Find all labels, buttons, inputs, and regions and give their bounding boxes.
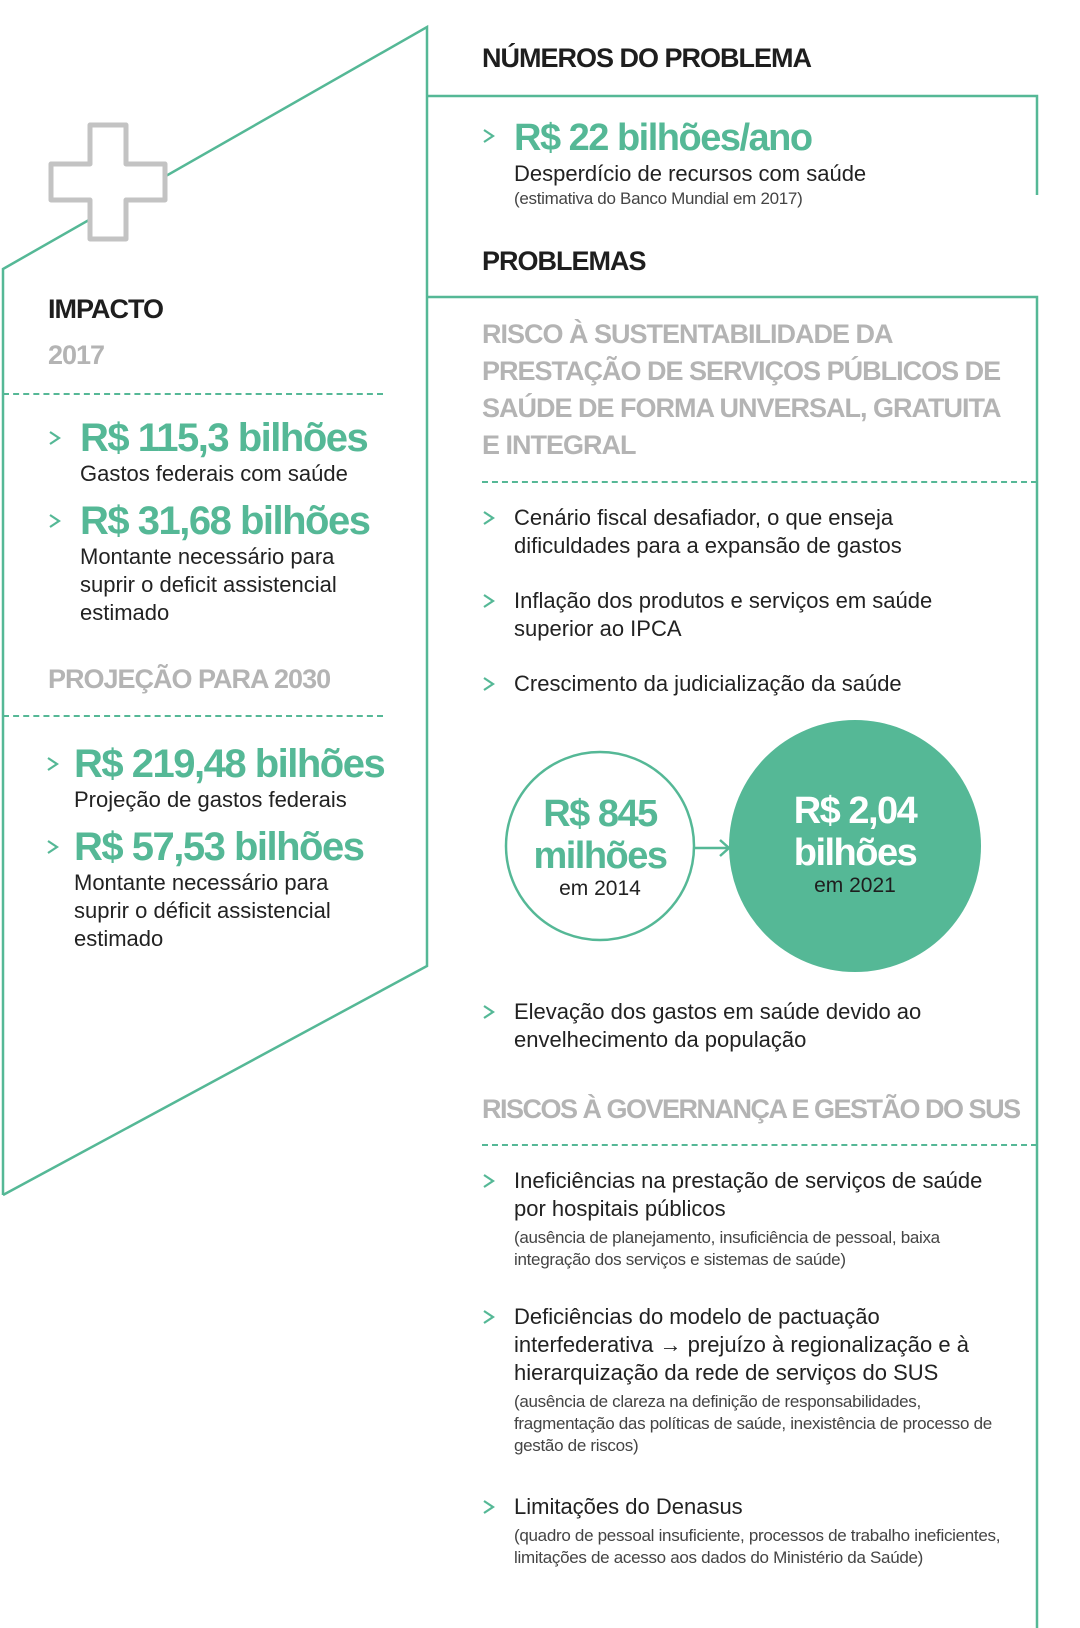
risk1-item-judicialization bbox=[514, 670, 984, 698]
numbers-title: NÚMEROS DO PROBLEMA bbox=[482, 43, 812, 73]
desc-waste: Desperdício de recursos com saúde bbox=[514, 161, 867, 186]
circle-2021-value-line2: bilhões bbox=[793, 832, 917, 874]
numbers-item bbox=[514, 116, 1024, 210]
triangle-bullet-icon bbox=[482, 1499, 496, 1515]
note-inefficiencies: (ausência de planejamento, insuficiência de pessoal, baixa integração dos serviços e sistemas de saúde) bbox=[514, 1228, 940, 1269]
triangle-bullet-icon bbox=[48, 430, 62, 446]
divider-2030 bbox=[3, 715, 383, 717]
text-aging: Elevação dos gastos em saúde devido ao envelhecimento da população bbox=[514, 999, 922, 1052]
note-pactuation: (ausência de clareza na definição de responsabilidades, fragmentação das políticas de saúde, inexistência de processo de gestão de riscos) bbox=[514, 1392, 992, 1455]
divider-2017 bbox=[3, 393, 383, 395]
text-fiscal: Cenário fiscal desafiador, o que enseja dificuldades para a expansão de gastos bbox=[514, 505, 902, 558]
value-waste: R$ 22 bilhões/ano bbox=[514, 117, 812, 159]
circle-2014-year: em 2014 bbox=[559, 877, 641, 900]
divider-risk1 bbox=[482, 481, 1037, 483]
projection-item-federal-spending bbox=[74, 742, 384, 814]
desc-federal-spending: Gastos federais com saúde bbox=[80, 461, 348, 486]
triangle-bullet-icon bbox=[482, 1309, 496, 1325]
impact-item-deficit bbox=[80, 499, 380, 627]
circle-2014-value-line2: milhões bbox=[533, 835, 667, 877]
desc-projection-spending: Projeção de gastos federais bbox=[74, 787, 347, 812]
text-inflation: Inflação dos produtos e serviços em saúde superior ao IPCA bbox=[514, 588, 933, 641]
triangle-bullet-icon bbox=[48, 513, 62, 529]
desc-deficit: Montante necessário para suprir o deficit assistencial estimado bbox=[80, 544, 337, 625]
value-deficit: R$ 31,68 bilhões bbox=[80, 499, 370, 543]
risk1-item-fiscal bbox=[514, 504, 964, 560]
circle-2021-value-line1: R$ 2,04 bbox=[793, 790, 917, 832]
note-denasus: (quadro de pessoal insuficiente, processos de trabalho ineficientes, limitações de acesso aos dados do Ministério da Saúde) bbox=[514, 1526, 1001, 1567]
triangle-bullet-icon bbox=[482, 1173, 496, 1189]
desc-projection-deficit: Montante necessário para suprir o déficit assistencial estimado bbox=[74, 870, 331, 951]
risk2-item-denasus bbox=[514, 1493, 1004, 1569]
risk1-item-aging bbox=[514, 998, 974, 1054]
text-inefficiencies: Ineficiências na prestação de serviços de saúde por hospitais públicos bbox=[514, 1168, 983, 1221]
text-denasus: Limitações do Denasus bbox=[514, 1494, 743, 1519]
value-projection-spending: R$ 219,48 bilhões bbox=[74, 742, 385, 786]
right-arrow-icon bbox=[695, 840, 730, 856]
medical-cross-icon bbox=[46, 122, 170, 246]
divider-risk2 bbox=[482, 1144, 1037, 1146]
value-federal-spending: R$ 115,3 bilhões bbox=[80, 416, 368, 460]
note-waste: (estimativa do Banco Mundial em 2017) bbox=[514, 189, 803, 208]
circle-2014-value-line1: R$ 845 bbox=[543, 793, 657, 835]
projection-item-deficit bbox=[74, 825, 374, 953]
impact-year: 2017 bbox=[48, 340, 105, 370]
risk1-item-inflation bbox=[514, 587, 984, 643]
value-projection-deficit: R$ 57,53 bilhões bbox=[74, 825, 364, 869]
triangle-bullet-icon bbox=[482, 1004, 496, 1020]
text-judicialization: Crescimento da judicialização da saúde bbox=[514, 671, 902, 696]
triangle-bullet-icon bbox=[482, 593, 496, 609]
problems-title: PROBLEMAS bbox=[482, 246, 646, 276]
triangle-bullet-icon bbox=[482, 128, 496, 144]
risk2-title: RISCOS À GOVERNANÇA E GESTÃO DO SUS bbox=[482, 1094, 1020, 1124]
risk1-title: RISCO À SUSTENTABILIDADE DA PRESTAÇÃO DE SERVIÇOS PÚBLICOS DE SAÚDE DE FORMA UNVERSAL, GRATUITA E INTEGRAL bbox=[482, 319, 1001, 460]
circle-2021 bbox=[730, 790, 980, 898]
risk2-item-pactuation bbox=[514, 1303, 994, 1457]
triangle-bullet-icon bbox=[482, 676, 496, 692]
impact-title: IMPACTO bbox=[48, 294, 164, 324]
projection-title: PROJEÇÃO PARA 2030 bbox=[48, 664, 331, 694]
risk2-item-inefficiencies bbox=[514, 1167, 984, 1271]
circle-2021-year: em 2021 bbox=[814, 874, 896, 897]
circle-2014 bbox=[505, 793, 695, 901]
triangle-bullet-icon bbox=[46, 839, 60, 855]
triangle-bullet-icon bbox=[482, 510, 496, 526]
impact-item-federal-spending bbox=[80, 416, 367, 488]
text-pactuation: Deficiências do modelo de pactuação interfederativa → prejuízo à regionalização e à hierarquização da rede de serviços do SUS bbox=[514, 1304, 969, 1385]
triangle-bullet-icon bbox=[46, 756, 60, 772]
